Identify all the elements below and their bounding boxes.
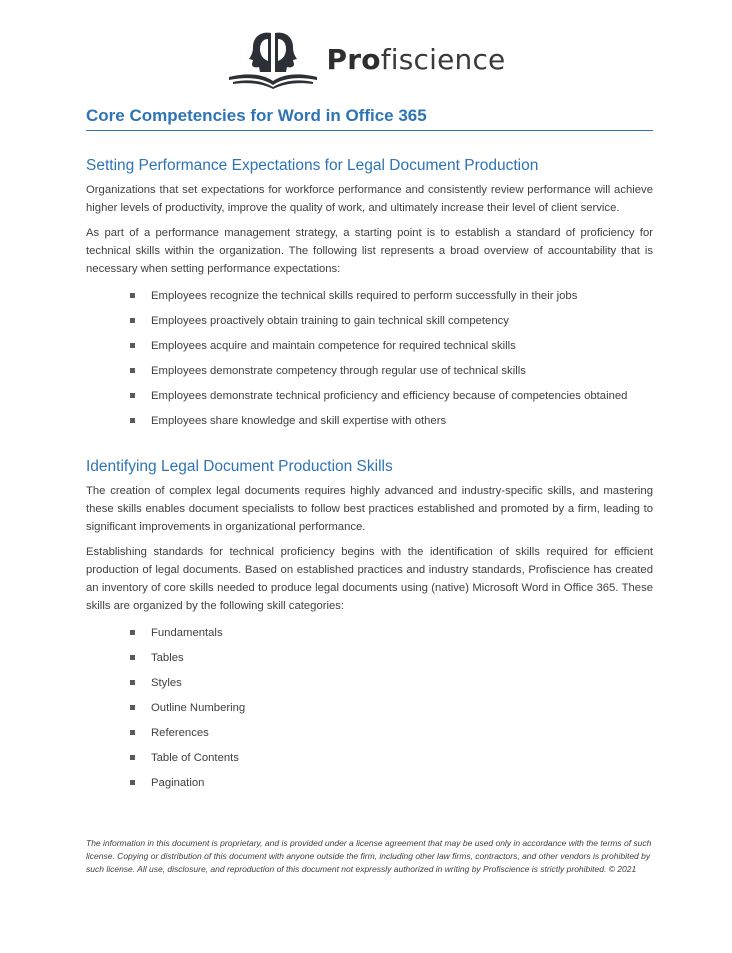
section-heading-skills: Identifying Legal Document Production Skills — [86, 458, 393, 475]
legal-footer: The information in this document is proprietary, and is provided under a license agreement that may be used only in accordance with the terms of such license. Copying or distribution of this document with anyone outside the firm, including other law firms, contractors, and other vendors is prohibited by such license. All use, disclosure, and reproduction of this document not expressly authorized in writing by Profiscience is strictly prohibited. © 2021 — [86, 838, 652, 874]
list-item — [86, 774, 653, 792]
list-item — [86, 649, 653, 667]
expectations-list — [86, 287, 653, 430]
list-item — [86, 674, 653, 692]
section2-paragraph-2: Establishing standards for technical proficiency begins with the identification of skills required for efficient production of legal documents. Based on established practices and industry standards, Profiscience has created an inventory of core skills needed to produce legal documents using (native) Microsoft Word in Office 365. These skills are organized by the following skill categories: — [86, 546, 653, 612]
list-item-text: Employees proactively obtain training to gain technical skill competency — [151, 315, 509, 327]
bullet-icon — [130, 755, 135, 760]
skill-categories-list — [86, 624, 653, 792]
list-item-text: Styles — [151, 677, 182, 689]
list-item — [86, 699, 653, 717]
list-item-text: Tables — [151, 652, 184, 664]
bullet-icon — [130, 680, 135, 685]
brand-name — [327, 43, 506, 76]
section-heading-performance: Setting Performance Expectations for Legal Document Production — [86, 157, 539, 174]
list-item-text: Employees demonstrate competency through regular use of technical skills — [151, 365, 526, 377]
document-body — [86, 106, 653, 799]
bullet-icon — [130, 343, 135, 348]
list-item-text: Employees recognize the technical skills required to perform successfully in their jobs — [151, 290, 578, 302]
bullet-icon — [130, 780, 135, 785]
list-item — [86, 387, 653, 405]
bullet-icon — [130, 393, 135, 398]
bullet-icon — [130, 293, 135, 298]
list-item-text: Employees acquire and maintain competence for required technical skills — [151, 340, 516, 352]
list-item-text: Outline Numbering — [151, 702, 246, 714]
list-item-text: Pagination — [151, 777, 205, 789]
document-title: Core Competencies for Word in Office 365 — [86, 106, 653, 131]
list-item-text: Table of Contents — [151, 752, 239, 764]
list-item-text: Employees demonstrate technical proficiency and efficiency because of competencies obtained — [151, 390, 628, 402]
brand-name-bold: Pro — [326, 42, 381, 76]
section1-paragraph-1: Organizations that set expectations for workforce performance and consistently review performance will achieve higher levels of productivity, improve the quality of work, and ultimately increase their level of client service. — [86, 184, 653, 214]
list-item — [86, 624, 653, 642]
list-item-text: Employees share knowledge and skill expertise with others — [151, 415, 447, 427]
list-item — [86, 412, 653, 430]
bullet-icon — [130, 368, 135, 373]
bullet-icon — [130, 730, 135, 735]
bullet-icon — [130, 318, 135, 323]
list-item — [86, 362, 653, 380]
list-item — [86, 312, 653, 330]
bullet-icon — [130, 705, 135, 710]
list-item-text: References — [151, 727, 209, 739]
bullet-icon — [130, 655, 135, 660]
list-item — [86, 724, 653, 742]
section2-paragraph-1: The creation of complex legal documents requires highly advanced and industry-specific skills, and mastering these skills enables document specialists to follow best practices established and promoted by a firm, leading to significant improvements in organizational performance. — [86, 485, 653, 533]
profiscience-logo — [0, 28, 732, 90]
bullet-icon — [130, 418, 135, 423]
list-item — [86, 287, 653, 305]
open-book-faces-icon — [227, 29, 319, 89]
list-item-text: Fundamentals — [151, 627, 223, 639]
brand-name-rest: fiscience — [380, 42, 506, 76]
list-item — [86, 749, 653, 767]
bullet-icon — [130, 630, 135, 635]
list-item — [86, 337, 653, 355]
section1-paragraph-2: As part of a performance management strategy, a starting point is to establish a standard of proficiency for technical skills within the organization. The following list represents a broad overview of accountability that is necessary when setting performance expectations: — [86, 227, 653, 275]
